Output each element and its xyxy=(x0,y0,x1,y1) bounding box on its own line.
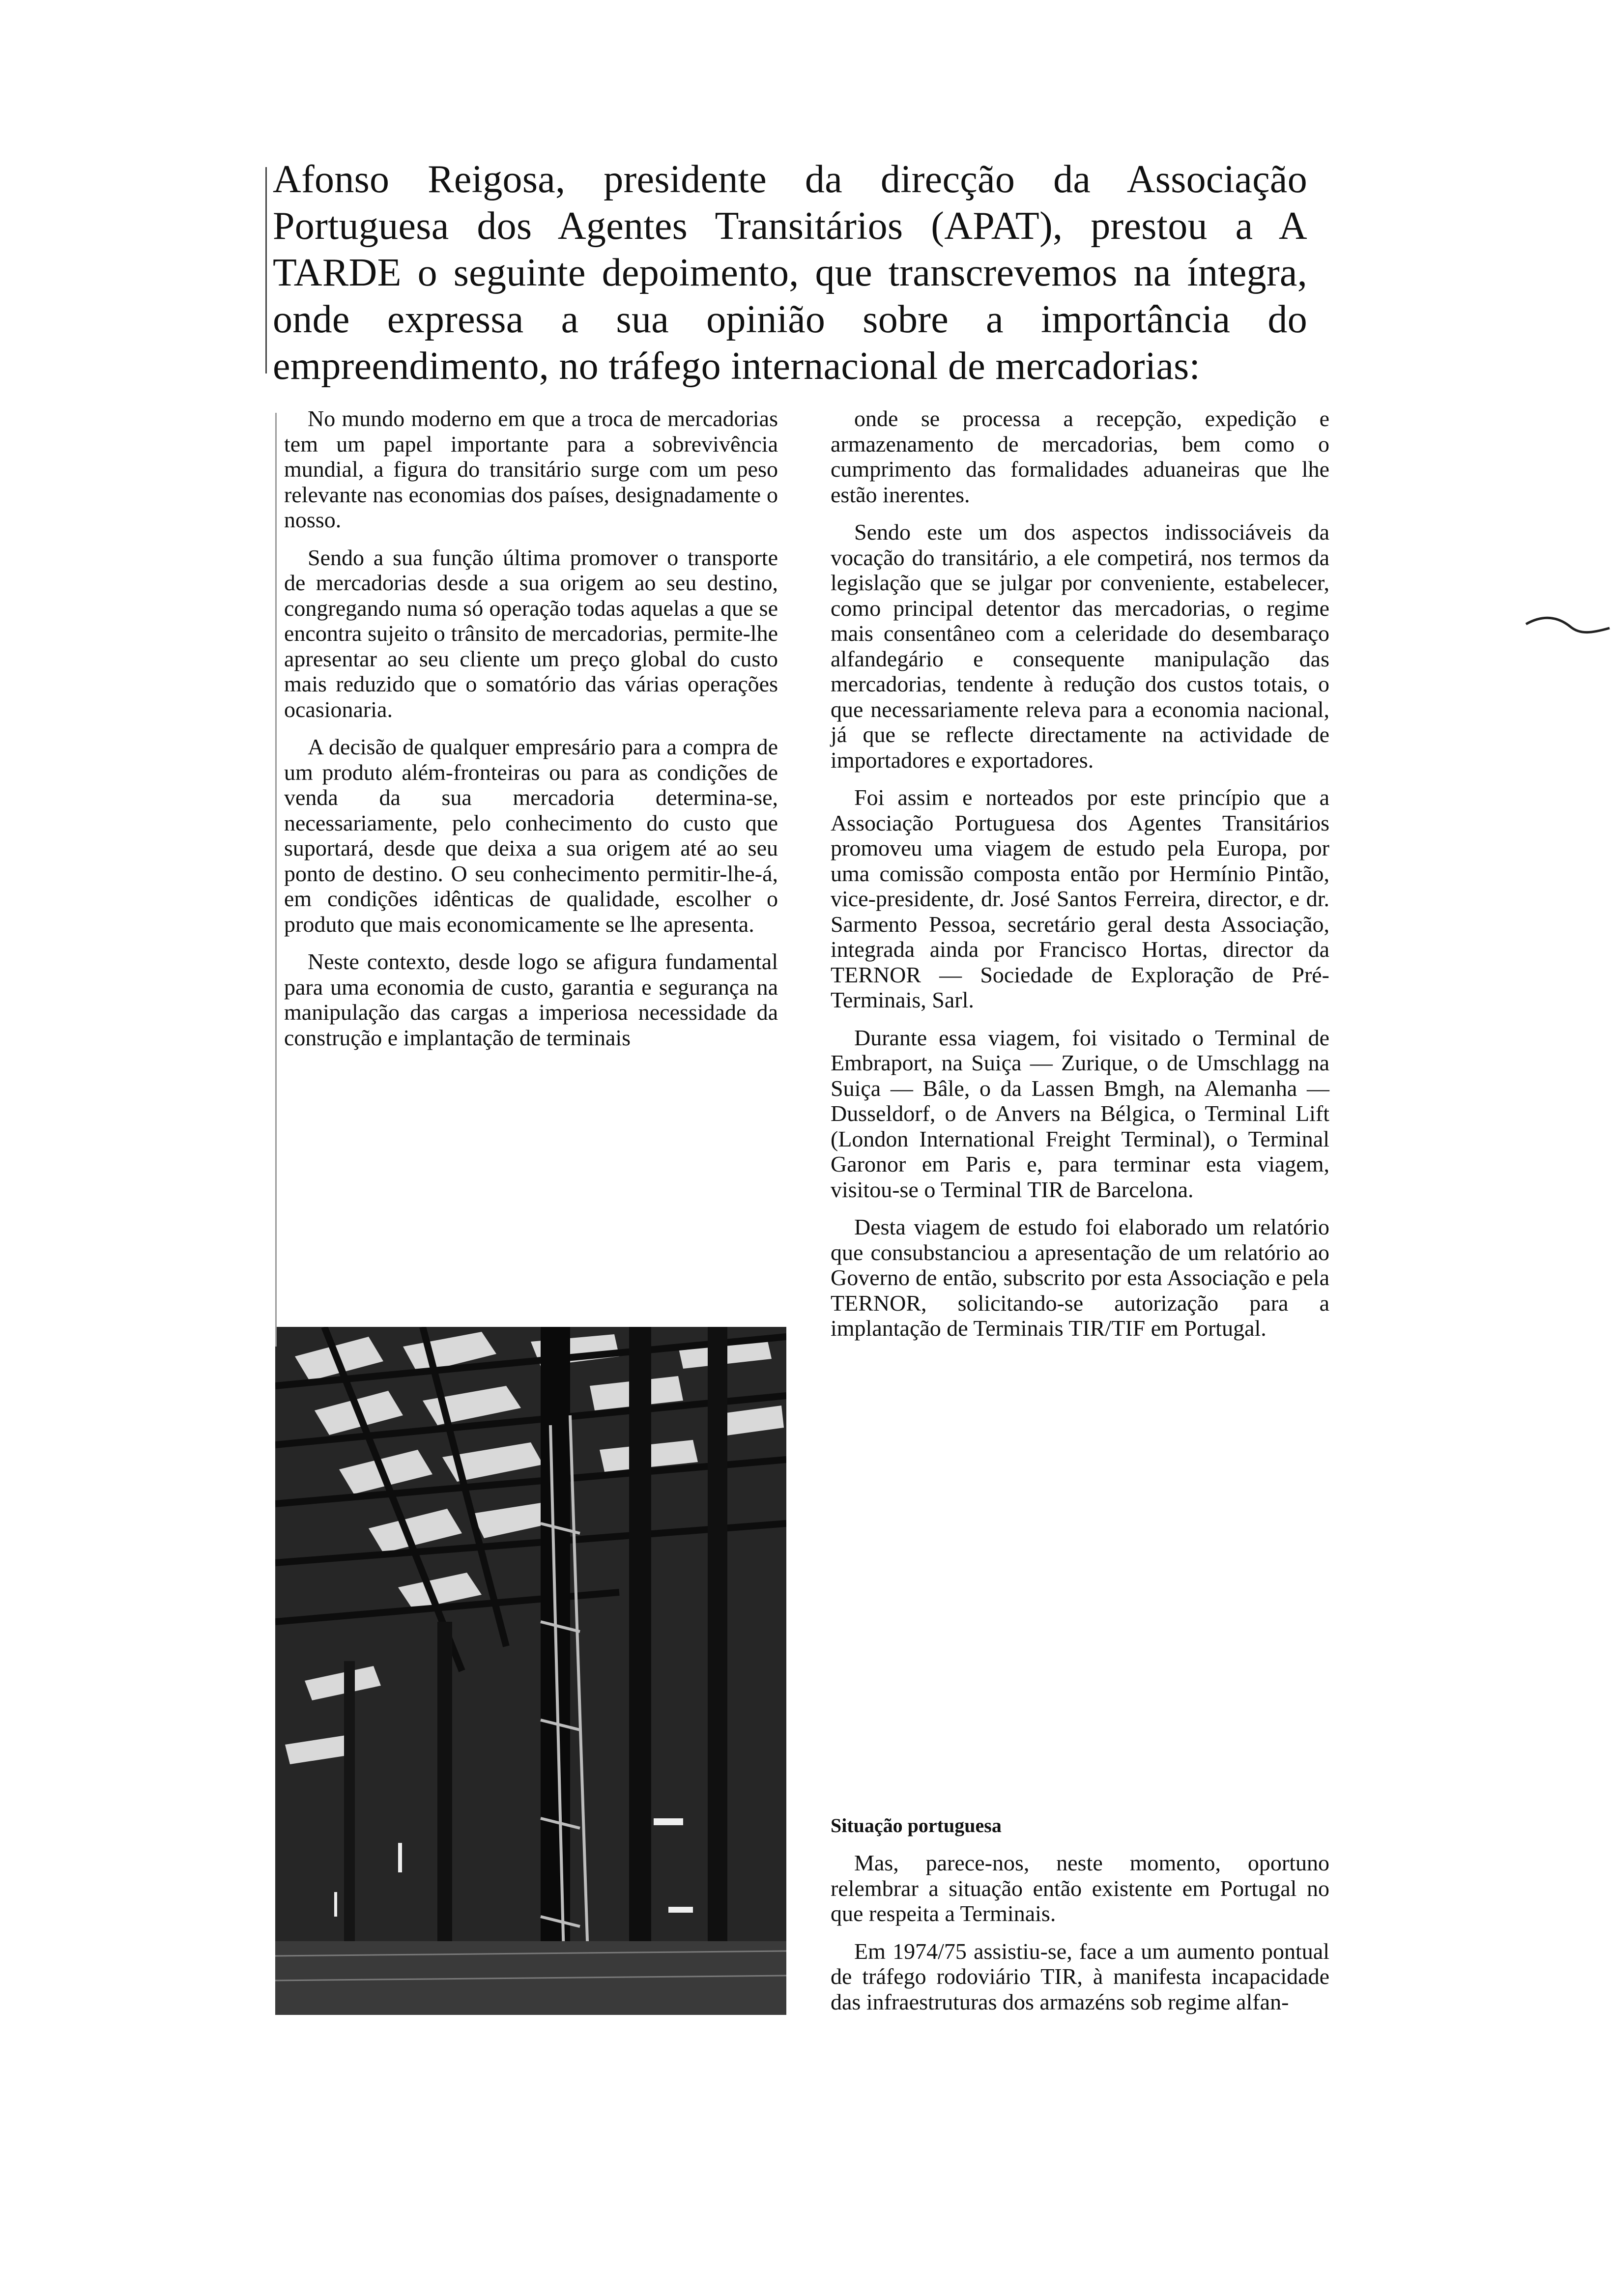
article-paragraph: Sendo a sua função última promover o transporte de mercadorias desde a sua origem ao seu destino, congregando numa só operação todas aquelas a que se encontra sujeito o trânsito de mercadorias, permite-lhe apresentar ao seu cliente um preço global do custo mais reduzido que o somatório das várias operações ocasionaria. xyxy=(284,545,778,722)
section-subhead: Situação portuguesa xyxy=(831,1814,1002,1837)
article-paragraph: Desta viagem de estudo foi elaborado um relatório que consubstanciou a apresentação de um relatório ao Governo de então, subscrito por esta Associação e pela TERNOR, solicitando-se autorização para a implantação de Terminais TIR/TIF em Portugal. xyxy=(831,1214,1329,1341)
terminal-warehouse-photo xyxy=(275,1327,786,2015)
scan-edge-mark xyxy=(265,167,267,373)
article-paragraph: Em 1974/75 assistiu-se, face a um aumento pontual de tráfego rodoviário TIR, à manifesta incapacidade das infraestruturas dos armazéns sob regime alfan- xyxy=(831,1938,1329,2014)
article-paragraph: No mundo moderno em que a troca de mercadorias tem um papel importante para a sobrevivência mundial, a figura do transitário surge com um peso relevante nas economias dos países, designadamente o nosso. xyxy=(284,406,778,532)
article-paragraph: Sendo este um dos aspectos indissociáveis da vocação do transitário, a ele competirá, nos termos da legislação que se julgar por conveniente, estabelecer, como principal detentor das mercadorias, o regime mais consentâneo com a celeridade do desembaraço alfandegário e consequente manipulação das mercadorias, tendente à redução dos custos totais, o que necessariamente releva para a economia nacional, já que se reflecte directamente na actividade de importadores e exportadores. xyxy=(831,519,1329,773)
warehouse-image xyxy=(275,1327,786,2015)
scan-edge-mark xyxy=(275,413,277,1347)
article-paragraph: Mas, parece-nos, neste momento, oportuno relembrar a situação então existente em Portugal no que respeita a Terminais. xyxy=(831,1850,1329,1926)
article-paragraph: Foi assim e norteados por este princípio que a Associação Portuguesa dos Agentes Transitários promoveu uma viagem de estudo pela Europa, por uma comissão composta então por Hermínio Pintão, vice-presidente, dr. José Santos Ferreira, director, e dr. Sarmento Pessoa, secretário geral desta Associação, integrada ainda por Francisco Hortas, director da TERNOR — Sociedade de Exploração de Pré-Terminais, Sarl. xyxy=(831,785,1329,1012)
article-paragraph: Durante essa viagem, foi visitado o Terminal de Embraport, na Suiça — Zurique, o de Umschlagg na Suiça — Bâle, o da Lassen Bmgh, na Alemanha — Dusseldorf, o de Anvers na Bélgica, o Terminal Lift (London International Freight Terminal), o Terminal Garonor em Paris e, para terminar esta viagem, visitou-se o Terminal TIR de Barcelona. xyxy=(831,1025,1329,1202)
article-section-portuguese-situation xyxy=(831,1813,1329,2027)
margin-scribble xyxy=(1524,609,1612,644)
article-paragraph: Neste contexto, desde logo se afigura fundamental para uma economia de custo, garantia e segurança na manipulação das cargas a imperiosa necessidade da construção e implantação de terminais xyxy=(284,949,778,1050)
article-paragraph: onde se processa a recepção, expedição e armazenamento de mercadorias, bem como o cumprimento das formalidades aduaneiras que lhe estão inerentes. xyxy=(831,406,1329,507)
article-paragraph: A decisão de qualquer empresário para a compra de um produto além-fronteiras ou para as condições de venda da sua mercadoria determina-se, necessariamente, pelo conhecimento do custo que suportará, desde que deixa a sua origem até ao seu ponto de destino. O seu conhecimento permitir-lhe-á, em condições idênticas de qualidade, escolher o produto que mais economicamente se lhe apresenta. xyxy=(284,734,778,937)
article-right-column xyxy=(831,406,1329,1353)
article-left-column xyxy=(284,406,778,1062)
article-lead: Afonso Reigosa, presidente da direcção da Associação Portuguesa dos Agentes Transitários (APAT), prestou a A TARDE o seguinte depoimento, que transcrevemos na íntegra, onde expressa a sua opinião sobre a importância do empreendimento, no tráfego internacional de mercadorias: xyxy=(273,158,1307,388)
